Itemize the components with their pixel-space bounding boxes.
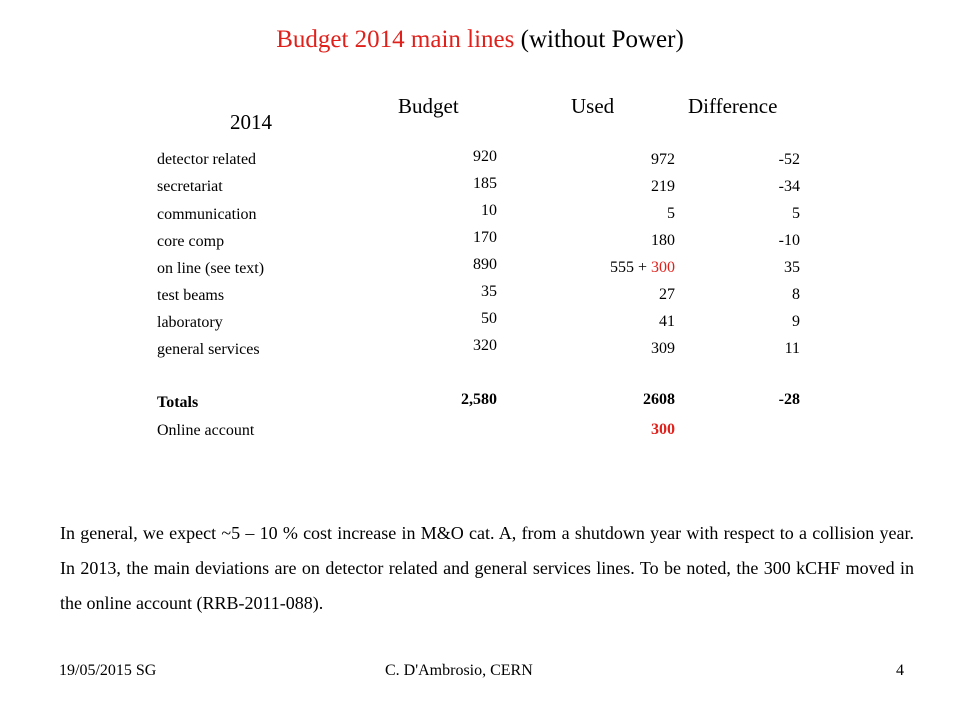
used-cell-base: 555 + [609, 259, 651, 276]
used-cell [560, 259, 675, 277]
row-label: core comp [157, 233, 225, 250]
difference-cell: -10 [778, 232, 800, 249]
difference-cell: -34 [778, 178, 800, 195]
row-label: communication [157, 206, 257, 223]
year-header: 2014 [230, 110, 272, 134]
column-header-used: Used [571, 94, 615, 118]
title-main: Budget 2014 main lines [276, 26, 515, 53]
difference-cell: 5 [792, 205, 800, 222]
budget-cell: 50 [481, 310, 497, 327]
title-suffix: (without Power) [514, 26, 684, 53]
budget-cell: 890 [473, 256, 497, 273]
row-label: laboratory [157, 314, 223, 331]
footer-author: C. D'Ambrosio, CERN [385, 662, 533, 679]
explanation-paragraph: In general, we expect ~5 – 10 % cost increase in M&O cat. A, from a shutdown year with respect to a collision year. In 2013, the main deviations are on detector related and general services lines. To be noted, the 300 kCHF moved in the online account (RRB-2011-088). [60, 523, 914, 613]
row-label: general services [157, 341, 260, 358]
budget-cell: 35 [481, 283, 497, 300]
difference-cell: 8 [792, 286, 800, 303]
online-account-used: 300 [651, 421, 675, 438]
used-cell: 5 [667, 205, 675, 222]
column-header-budget: Budget [398, 94, 459, 118]
used-cell: 180 [651, 232, 675, 249]
row-label: on line (see text) [157, 260, 265, 277]
used-cell-online: 300 [651, 259, 675, 276]
row-label: test beams [157, 287, 225, 304]
used-cell: 972 [651, 151, 675, 168]
footer-page-number: 4 [896, 662, 904, 679]
used-cell: 41 [659, 313, 675, 330]
budget-cell: 10 [481, 202, 497, 219]
column-header-difference: Difference [688, 94, 778, 118]
used-cell: 27 [659, 286, 675, 303]
budget-cell: 185 [473, 175, 497, 192]
used-cell: 309 [651, 340, 675, 357]
online-account-label: Online account [157, 422, 255, 439]
totals-difference: -28 [778, 391, 800, 408]
footer-date: 19/05/2015 SG [59, 662, 157, 679]
totals-label: Totals [157, 394, 199, 411]
totals-used: 2608 [643, 391, 675, 408]
totals-budget: 2,580 [461, 391, 497, 408]
difference-cell: 35 [784, 259, 800, 276]
budget-cell: 920 [473, 148, 497, 165]
difference-cell: 11 [784, 340, 800, 357]
difference-cell: 9 [792, 313, 800, 330]
row-label: secretariat [157, 178, 223, 195]
budget-cell: 170 [473, 229, 497, 246]
difference-cell: -52 [778, 151, 800, 168]
used-cell: 219 [651, 178, 675, 195]
budget-cell: 320 [473, 337, 497, 354]
row-label: detector related [157, 151, 257, 168]
slide-title [0, 26, 960, 54]
